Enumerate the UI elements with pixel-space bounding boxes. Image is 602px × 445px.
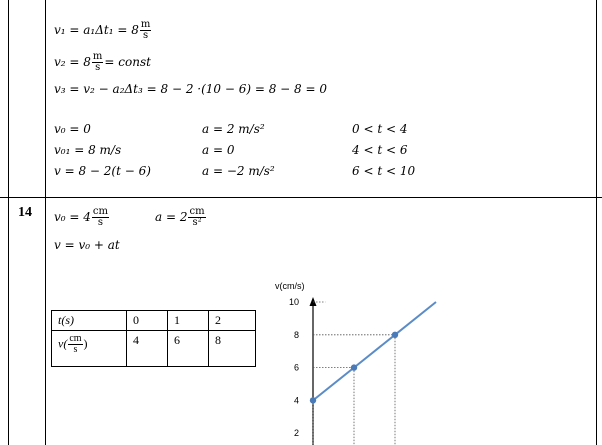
- y-axis-label: v(cm/s): [275, 281, 305, 291]
- equation-v2-text: v₂ = 8: [54, 55, 91, 69]
- unit-numerator: cm: [92, 206, 109, 217]
- data-point: [351, 364, 357, 370]
- table-header-velocity: [52, 331, 127, 367]
- y-tick-label: 6: [293, 362, 299, 373]
- unit-numerator: cm: [69, 333, 82, 344]
- table-header-time: t(s): [52, 311, 127, 331]
- unit-fraction: [188, 207, 205, 228]
- unit-fraction: [68, 334, 82, 355]
- unit-denominator: s: [95, 62, 101, 73]
- data-point: [310, 397, 316, 403]
- question-number: 14: [18, 205, 32, 220]
- row1-acceleration: a = 0: [202, 143, 235, 157]
- row2-interval: 6 < t < 10: [352, 164, 416, 178]
- initial-velocity-text: v₀ = 4: [54, 210, 91, 224]
- table-cell: 8: [209, 331, 256, 367]
- y-tick-label: 10: [288, 297, 299, 307]
- row2-acceleration: a = −2 m/s²: [202, 164, 275, 178]
- equation-v1-text: v₁ = a₁Δt₁ = 8: [54, 23, 139, 37]
- row1-velocity: v₀₁ = 8 m/s: [54, 143, 122, 157]
- y-axis-arrow: [310, 297, 317, 306]
- y-tick-label: 2: [293, 428, 299, 439]
- y-tick-label: 8: [293, 329, 299, 340]
- table-cell: 2: [209, 311, 256, 331]
- velocity-header-suffix: ): [83, 336, 88, 351]
- row1-interval: 4 < t < 6: [352, 143, 408, 157]
- equation-v3: v₃ = v₂ − a₂Δt₃ = 8 − 2 ·(10 − 6) = 8 − 8 = 0: [54, 82, 327, 96]
- velocity-formula: v = v₀ + at: [54, 238, 120, 252]
- table-cell: 4: [127, 331, 168, 367]
- equation-v2-tail: = const: [104, 55, 151, 69]
- y-tick-label: 4: [293, 395, 299, 406]
- equation-v2: [54, 52, 151, 73]
- table-border-left: [8, 0, 9, 445]
- unit-fraction: [92, 52, 103, 73]
- unit-numerator: cm: [189, 206, 205, 217]
- table-row: [52, 331, 256, 367]
- unit-denominator: s²: [192, 217, 202, 228]
- unit-numerator: m: [140, 19, 151, 30]
- row0-acceleration: a = 2 m/s²: [202, 122, 265, 136]
- values-table: [51, 310, 256, 367]
- unit-numerator: m: [92, 51, 103, 62]
- table-cell: 1: [168, 311, 209, 331]
- row0-velocity: v₀ = 0: [54, 122, 91, 136]
- velocity-time-graph: [270, 280, 470, 445]
- row0-interval: 0 < t < 4: [352, 122, 408, 136]
- unit-fraction: [140, 20, 151, 41]
- data-point: [392, 332, 398, 338]
- unit-denominator: s: [143, 30, 149, 41]
- acceleration: [155, 207, 207, 228]
- unit-fraction: [92, 207, 109, 228]
- column-divider: [45, 0, 46, 445]
- table-cell: 6: [168, 331, 209, 367]
- unit-denominator: s: [97, 217, 104, 228]
- table-row: [52, 311, 256, 331]
- row-divider: [0, 197, 602, 198]
- acceleration-text: a = 2: [155, 210, 188, 224]
- series-line: [313, 302, 436, 400]
- table-cell: 0: [127, 311, 168, 331]
- initial-velocity: [54, 207, 110, 228]
- equation-v1: [54, 20, 152, 41]
- velocity-header-prefix: v(: [58, 336, 68, 351]
- table-border-right: [596, 0, 597, 445]
- unit-denominator: s: [73, 344, 78, 355]
- row2-velocity: v = 8 − 2(t − 6): [54, 164, 151, 178]
